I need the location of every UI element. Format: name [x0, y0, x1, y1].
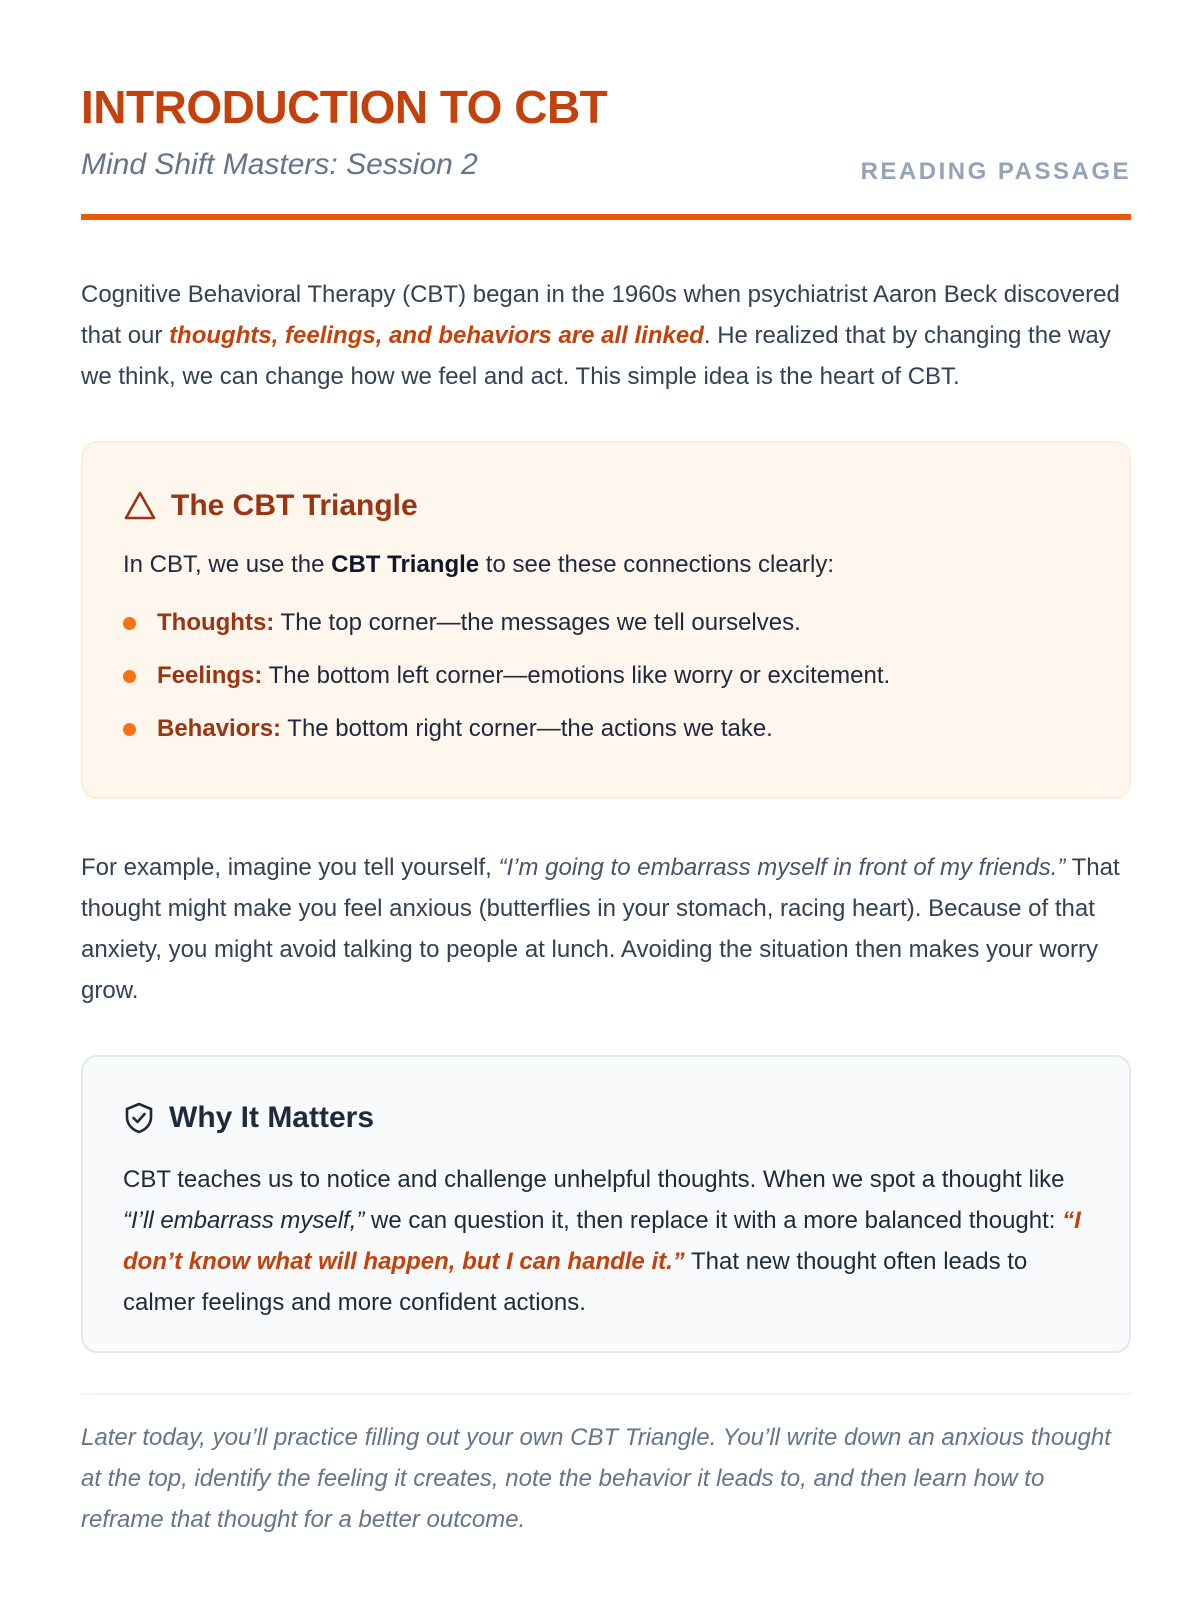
triangle-parts-list	[123, 605, 1089, 747]
page-header	[81, 81, 1131, 220]
why-it-matters-card	[81, 1055, 1131, 1353]
intro-highlight: thoughts, feelings, and behaviors are all linked	[169, 322, 704, 349]
list-item-thoughts	[123, 605, 1089, 641]
page-title: INTRODUCTION TO CBT	[81, 81, 608, 133]
lead-bold-term: CBT Triangle	[331, 551, 480, 578]
lead-text-end: to see these connections clearly:	[479, 551, 835, 578]
list-item-desc: The bottom right corner—the actions we take.	[281, 715, 773, 742]
example-paragraph	[81, 847, 1131, 1011]
list-item-desc: The bottom left corner—emotions like worry or excitement.	[262, 662, 891, 689]
passage-tag: READING PASSAGE	[860, 158, 1131, 185]
cbt-triangle-lead	[123, 547, 1089, 583]
lead-text-start: In CBT, we use the	[123, 551, 332, 578]
list-item-term: Feelings:	[157, 662, 263, 689]
bullet-dot	[123, 617, 136, 630]
why-it-matters-title: Why It Matters	[169, 1101, 375, 1134]
matters-text-3: That new thought often leads to calmer feelings and more confident actions.	[123, 1248, 1028, 1316]
triangle-icon	[123, 490, 157, 522]
list-item-term: Thoughts:	[157, 609, 275, 636]
list-item-behaviors	[123, 711, 1089, 747]
closing-paragraph: Later today, you’ll practice filling out your own CBT Triangle. You’ll write down an anxious thought at the top, identify the feeling it creates, note the behavior it leads to, and then learn how to reframe that thought for a better outcome.	[81, 1424, 1111, 1533]
matters-quote-2: “I don’t know what will happen, but I can handle it.”	[123, 1207, 1081, 1275]
reading-page	[81, 0, 1131, 1540]
intro-paragraph	[81, 274, 1131, 397]
example-text-end: That thought might make you feel anxious (butterflies in your stomach, racing heart). Because of that anxiety, you might avoid talking to people at lunch. Avoiding the situation then makes your worry grow.	[81, 854, 1120, 1004]
cbt-triangle-card	[81, 441, 1131, 799]
list-item-term: Behaviors:	[157, 715, 282, 742]
intro-text-start: Cognitive Behavioral Therapy (CBT) began in the 1960s when psychiatrist Aaron Beck discovered that our	[81, 281, 1120, 349]
section-divider	[81, 1393, 1131, 1395]
cbt-triangle-title: The CBT Triangle	[171, 489, 418, 522]
bullet-dot	[123, 723, 136, 736]
matters-text-1: CBT teaches us to notice and challenge unhelpful thoughts. When we spot a thought like	[123, 1166, 1065, 1193]
why-it-matters-heading	[123, 1099, 1089, 1137]
matters-text-2: we can question it, then replace it with a more balanced thought:	[364, 1207, 1063, 1234]
shield-check-icon	[123, 1101, 155, 1135]
why-it-matters-body	[123, 1159, 1089, 1323]
bullet-dot	[123, 670, 136, 683]
list-item-desc: The top corner—the messages we tell ourselves.	[274, 609, 801, 636]
example-text-start: For example, imagine you tell yourself,	[81, 854, 499, 881]
page-subtitle: Mind Shift Masters: Session 2	[81, 148, 478, 181]
intro-text-end: . He realized that by changing the way we think, we can change how we feel and act. This simple idea is the heart of CBT.	[81, 322, 1111, 390]
example-quote: “I’m going to embarrass myself in front of my friends.”	[498, 854, 1066, 881]
matters-quote-1: “I’ll embarrass myself,”	[123, 1207, 365, 1234]
list-item-feelings	[123, 658, 1089, 694]
cbt-triangle-heading	[123, 487, 1089, 525]
